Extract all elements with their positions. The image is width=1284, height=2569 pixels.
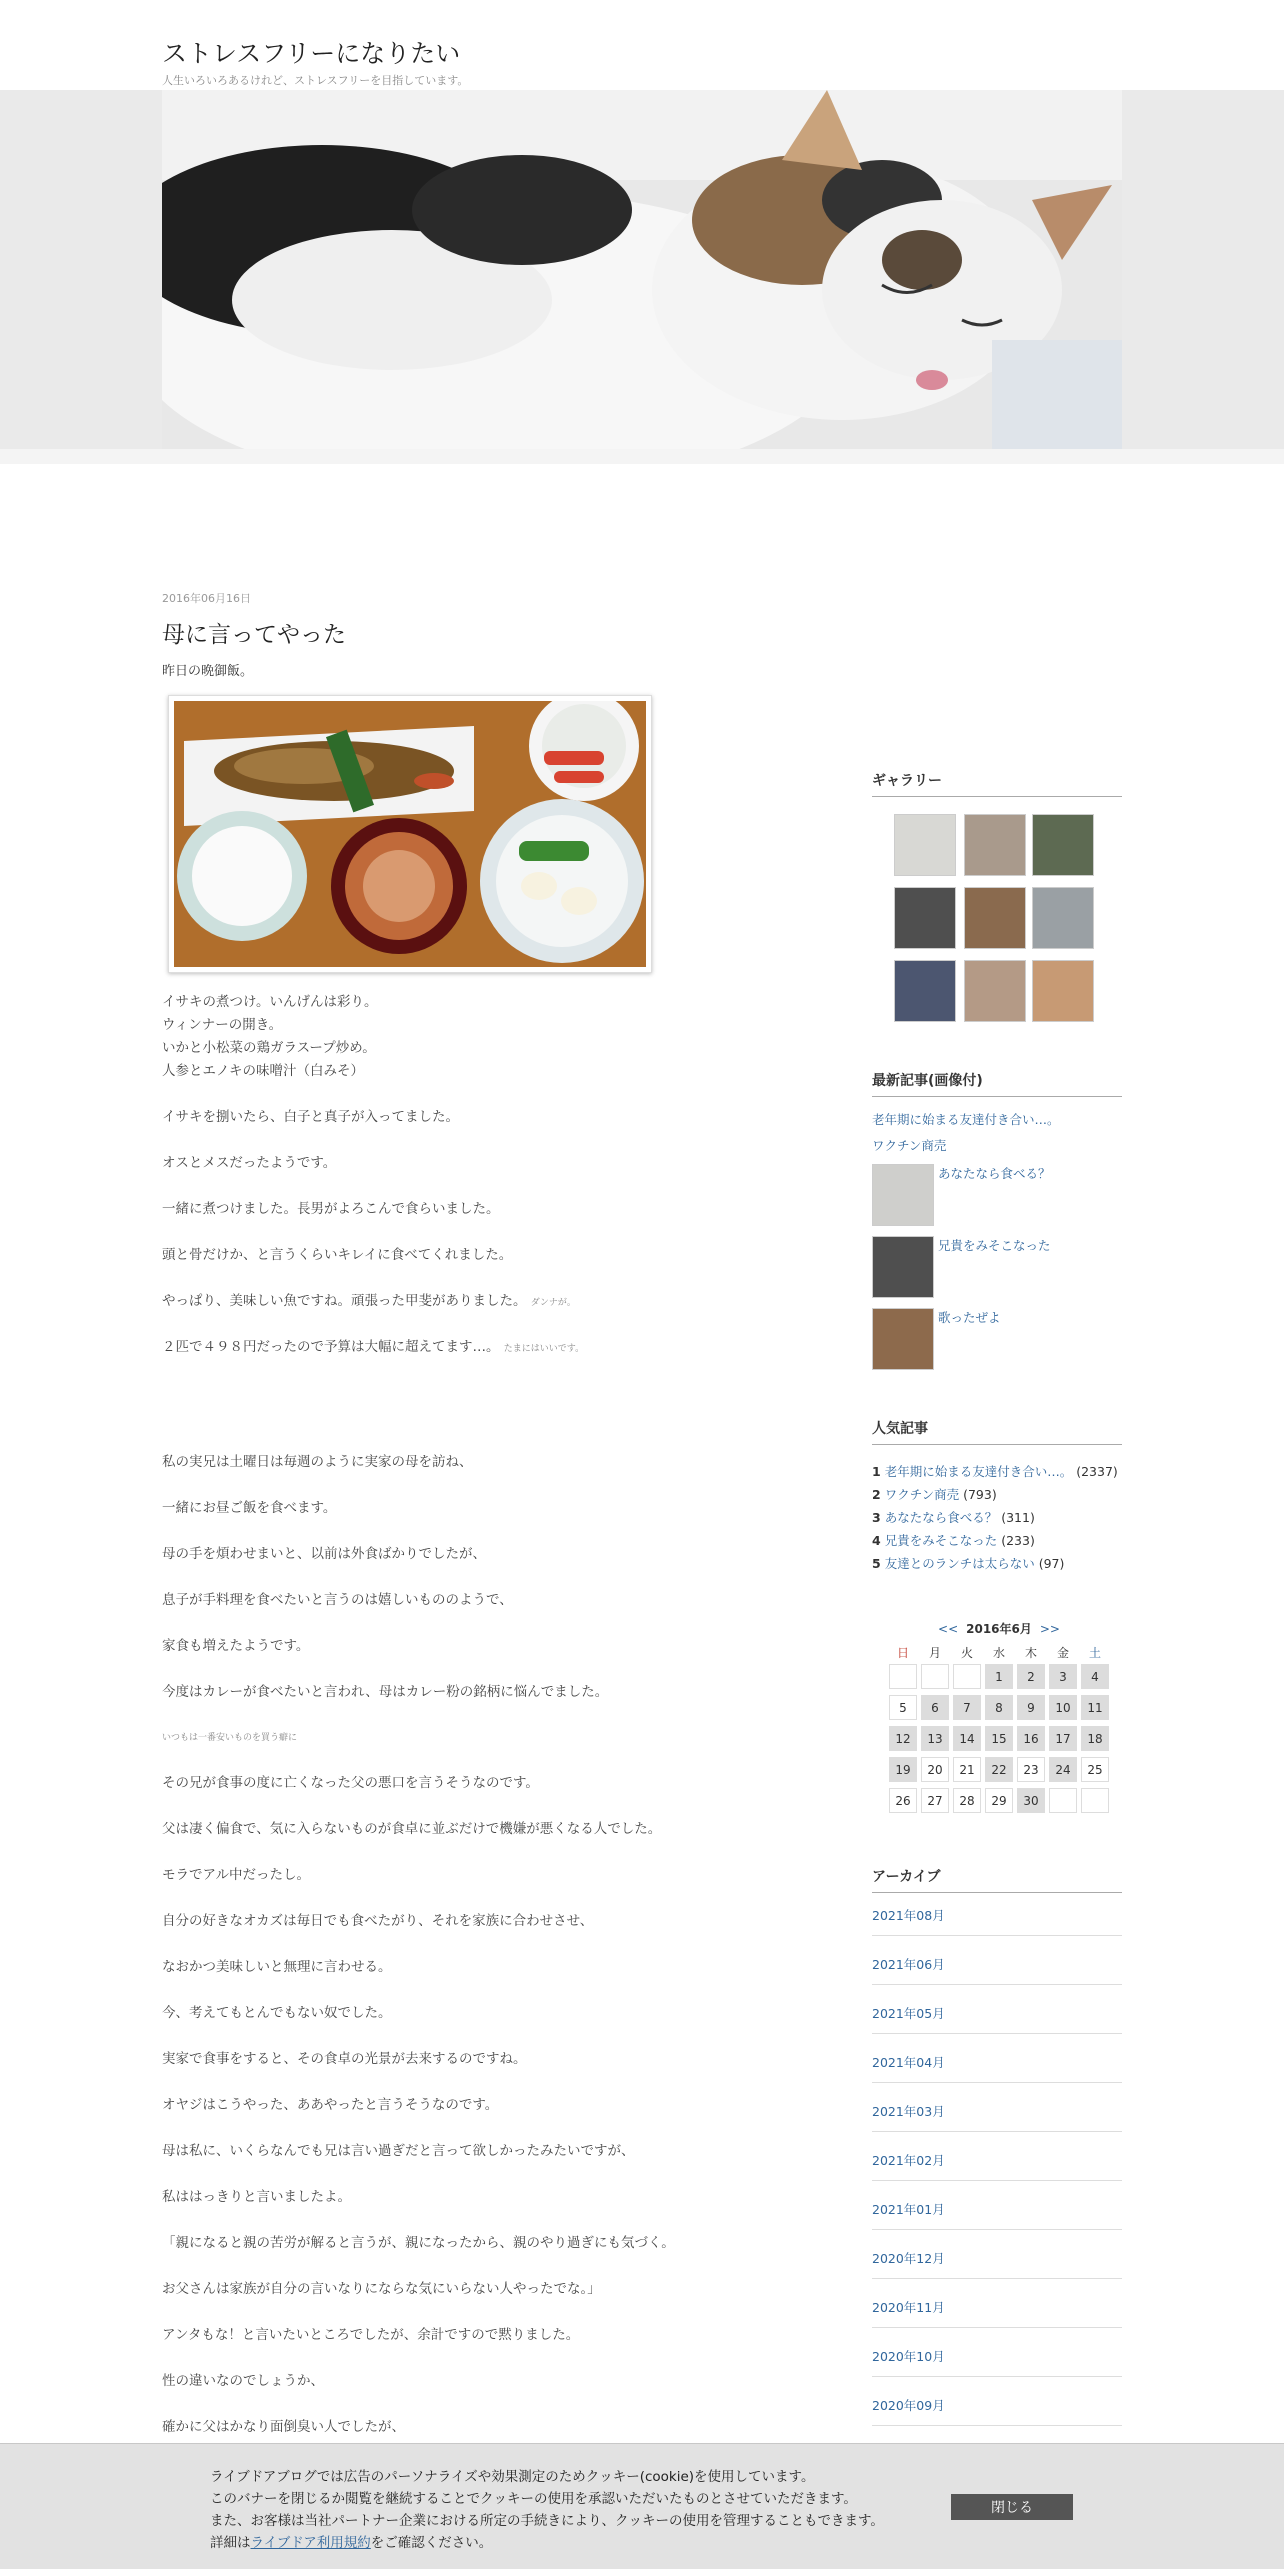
body-line: オヤジはこうやった、ああやったと言うそうなのです。 xyxy=(162,2097,499,2113)
calendar-empty-cell xyxy=(921,1664,949,1689)
recent-image-link[interactable]: あなたなら食べる？ xyxy=(938,1166,1051,1181)
calendar-weekday: 火 xyxy=(960,1646,973,1660)
calendar-day[interactable]: 7 xyxy=(953,1695,981,1720)
calendar-month: 2016年6月 xyxy=(966,1622,1032,1636)
archive-link[interactable]: 2020年11月 xyxy=(872,2298,1122,2328)
body-line: 息子が手料理を食べたいと言うのは嬉しいもののようで、 xyxy=(162,1592,513,1608)
calendar-day[interactable]: 11 xyxy=(1081,1695,1109,1720)
recent-thumb[interactable] xyxy=(872,1308,934,1370)
body-line: 「親になると親の苦労が解ると言うが、親になったから、親のやり過ぎにも気づく。 xyxy=(162,2235,675,2251)
body-small-note: いつもは一番安いものを買う癖に xyxy=(162,1733,298,1743)
popular-item xyxy=(872,1462,1118,1480)
gallery-thumb[interactable] xyxy=(894,814,956,876)
popular-count: (97) xyxy=(1038,1556,1065,1571)
body-line: モラでアル中だったし。 xyxy=(162,1867,310,1883)
calendar-day[interactable]: 2 xyxy=(1017,1664,1045,1689)
popular-link[interactable]: 兄貴をみそこなった xyxy=(884,1533,998,1548)
calendar-day[interactable]: 13 xyxy=(921,1726,949,1751)
cookie-line xyxy=(210,2532,884,2554)
calendar-day[interactable]: 4 xyxy=(1081,1664,1109,1689)
calendar-empty-cell xyxy=(1081,1788,1109,1813)
recent-image-link[interactable]: 兄貴をみそこなった xyxy=(938,1238,1051,1253)
popular-rank: 2 xyxy=(872,1487,881,1502)
cookie-line: また、お客様は当社パートナー企業における所定の手続きにより、クッキーの使用を管理することもできます。 xyxy=(210,2513,884,2529)
body-line: 母の手を煩わせまいと、以前は外食ばかりでしたが、 xyxy=(162,1546,486,1562)
calendar-day[interactable]: 12 xyxy=(889,1726,917,1751)
calendar-weekday: 木 xyxy=(1024,1646,1037,1660)
body-line: 私の実兄は土曜日は毎週のように実家の母を訪ね、 xyxy=(162,1454,473,1470)
calendar-day: 28 xyxy=(953,1788,981,1813)
article-paragraph-text: やっぱり、美味しい魚ですね。頑張った甲斐がありました。 xyxy=(162,1293,527,1309)
gallery-thumb[interactable] xyxy=(1032,960,1094,1022)
menu-line-2: ウィンナーの開き。 xyxy=(162,1017,283,1033)
calendar-day[interactable]: 8 xyxy=(985,1695,1013,1720)
archive-heading: アーカイブ xyxy=(872,1866,1122,1893)
popular-link[interactable]: ワクチン商売 xyxy=(884,1487,960,1502)
archive-link[interactable]: 2021年03月 xyxy=(872,2102,1122,2132)
calendar-day: 5 xyxy=(889,1695,917,1720)
calendar-day[interactable]: 24 xyxy=(1049,1757,1077,1782)
gallery-thumb[interactable] xyxy=(964,887,1026,949)
cookie-line-prefix: 詳細は xyxy=(210,2535,251,2551)
popular-item xyxy=(872,1508,1035,1526)
calendar-day[interactable]: 17 xyxy=(1049,1726,1077,1751)
recent-thumb[interactable] xyxy=(872,1164,934,1226)
calendar-prev-link[interactable]: << xyxy=(938,1622,959,1636)
gallery-thumb[interactable] xyxy=(1032,887,1094,949)
popular-rank: 4 xyxy=(872,1533,881,1548)
calendar-day[interactable]: 9 xyxy=(1017,1695,1045,1720)
calendar-day[interactable]: 19 xyxy=(889,1757,917,1782)
body-line: アンタもな！と言いたいところでしたが、余計ですので黙りました。 xyxy=(162,2327,580,2343)
body-line: 今、考えてもとんでもない奴でした。 xyxy=(162,2005,392,2021)
calendar-day[interactable]: 14 xyxy=(953,1726,981,1751)
body-line: 私ははっきりと言いましたよ。 xyxy=(162,2189,351,2205)
article-paragraph: イサキを捌いたら、白子と真子が入ってました。 xyxy=(162,1109,459,1125)
popular-heading: 人気記事 xyxy=(872,1418,1122,1445)
body-line: お父さんは家族が自分の言いなりにならな気にいらない人やったでな。」 xyxy=(162,2281,601,2297)
gallery-heading: ギャラリー xyxy=(872,770,1122,797)
calendar-day[interactable]: 30 xyxy=(1017,1788,1045,1813)
calendar-day[interactable]: 15 xyxy=(985,1726,1013,1751)
gallery-thumb[interactable] xyxy=(894,887,956,949)
menu-line-1: イサキの煮つけ。いんげんは彩り。 xyxy=(162,994,378,1010)
article xyxy=(162,590,862,2435)
body-line: 家食も増えたようです。 xyxy=(162,1638,310,1654)
body-line: その兄が食事の度に亡くなった父の悪口を言うそうなのです。 xyxy=(162,1775,539,1791)
calendar-weekday: 日 xyxy=(896,1646,909,1660)
body-line: 一緒にお昼ご飯を食べます。 xyxy=(162,1500,337,1516)
body-line: 自分の好きなオカズは毎日でも食べたがり、それを家族に合わせさせ、 xyxy=(162,1913,594,1929)
body-line: なおかつ美味しいと無理に言わせる。 xyxy=(162,1959,392,1975)
recent-link[interactable]: ワクチン商売 xyxy=(872,1138,947,1153)
popular-item xyxy=(872,1531,1035,1549)
body-line: 父は凄く偏食で、気に入らないものが食卓に並ぶだけで機嫌が悪くなる人でした。 xyxy=(162,1821,662,1837)
site-description: 人生いろいろあるけれど、ストレスフリーを目指しています。 xyxy=(162,74,469,87)
recent-heading: 最新記事(画像付) xyxy=(872,1070,1122,1097)
gallery-thumb[interactable] xyxy=(964,960,1026,1022)
archive-link[interactable]: 2021年02月 xyxy=(872,2151,1122,2181)
article-paragraph-text: ２匹で４９８円だったので予算は大幅に超えてます…。 xyxy=(162,1339,500,1355)
popular-link[interactable]: あなたなら食べる？ xyxy=(884,1510,998,1525)
calendar-day[interactable]: 16 xyxy=(1017,1726,1045,1751)
recent-link[interactable]: 老年期に始まる友達付き合い…。 xyxy=(872,1112,1060,1127)
article-date: 2016年06月16日 xyxy=(162,592,251,605)
article-paragraph: オスとメスだったようです。 xyxy=(162,1155,337,1171)
recent-image-link[interactable]: 歌ったぜよ xyxy=(938,1310,1001,1325)
cookie-line: ライブドアブログでは広告のパーソナライズや効果測定のためクッキー(cookie)を使用しています。 xyxy=(210,2469,815,2485)
calendar-day: 25 xyxy=(1081,1757,1109,1782)
calendar-day[interactable]: 10 xyxy=(1049,1695,1077,1720)
calendar-day: 29 xyxy=(985,1788,1013,1813)
recent-thumb[interactable] xyxy=(872,1236,934,1298)
calendar-weekday: 金 xyxy=(1056,1646,1069,1660)
calendar-day: 26 xyxy=(889,1788,917,1813)
popular-rank: 3 xyxy=(872,1510,881,1525)
site-title[interactable]: ストレスフリーになりたい xyxy=(162,39,461,68)
calendar-next-link[interactable]: >> xyxy=(1039,1622,1060,1636)
calendar-weekday: 水 xyxy=(992,1646,1005,1660)
archive-link[interactable]: 2021年06月 xyxy=(872,1955,1122,1985)
popular-item xyxy=(872,1485,997,1503)
calendar-empty-cell xyxy=(953,1664,981,1689)
body-line: 今度はカレーが食べたいと言われ、母はカレー粉の銘柄に悩んでました。 xyxy=(162,1684,609,1700)
article-paragraph: 頭と骨だけか、と言うくらいキレイに食べてくれました。 xyxy=(162,1247,513,1263)
calendar-weekday: 月 xyxy=(928,1646,941,1660)
menu-line-3: いかと小松菜の鶏ガラスープ炒め。 xyxy=(162,1040,376,1056)
terms-link[interactable]: ライブドア利用規約 xyxy=(250,2535,371,2551)
calendar-day: 21 xyxy=(953,1757,981,1782)
popular-link[interactable]: 友達とのランチは太らない xyxy=(884,1556,1035,1571)
popular-link[interactable]: 老年期に始まる友達付き合い…。 xyxy=(884,1464,1073,1479)
article-small-note: ダンナが。 xyxy=(530,1298,576,1308)
body-line: 確かに父はかなり面倒臭い人でしたが、 xyxy=(162,2419,405,2435)
body-line: 実家で食事をすると、その食卓の光景が去来するのですね。 xyxy=(162,2051,527,2067)
popular-count: (2337) xyxy=(1076,1464,1118,1479)
dinner-photo[interactable] xyxy=(168,695,652,973)
cookie-line: このバナーを閉じるか閲覧を継続することでクッキーの使用を承認いただいたものとさせていただきます。 xyxy=(210,2491,857,2507)
cookie-message xyxy=(210,2466,884,2554)
archive-link[interactable]: 2020年10月 xyxy=(872,2347,1122,2377)
calendar-day[interactable]: 6 xyxy=(921,1695,949,1720)
calendar-day: 27 xyxy=(921,1788,949,1813)
calendar-header xyxy=(889,1620,1109,1637)
cookie-line-suffix: をご確認ください。 xyxy=(370,2535,493,2551)
article-lead: 昨日の晩御飯。 xyxy=(162,664,254,679)
gallery-thumb[interactable] xyxy=(894,960,956,1022)
calendar-day: 20 xyxy=(921,1757,949,1782)
calendar-day[interactable]: 22 xyxy=(985,1757,1013,1782)
archive-link[interactable]: 2020年12月 xyxy=(872,2249,1122,2279)
archive-link[interactable]: 2020年09月 xyxy=(872,2396,1122,2426)
calendar-day: 23 xyxy=(1017,1757,1045,1782)
article-title[interactable]: 母に言ってやった xyxy=(162,622,346,648)
archive-link[interactable]: 2021年08月 xyxy=(872,1906,1122,1936)
archive-link[interactable]: 2021年01月 xyxy=(872,2200,1122,2230)
calendar-day[interactable]: 3 xyxy=(1049,1664,1077,1689)
article-paragraph: 一緒に煮つけました。長男がよろこんで食らいました。 xyxy=(162,1201,500,1217)
menu-line-4: 人参とエノキの味噌汁（白みそ） xyxy=(162,1063,364,1079)
cookie-close-button[interactable]: 閉じる xyxy=(951,2494,1073,2520)
archive-link[interactable]: 2021年04月 xyxy=(872,2053,1122,2083)
header-cat-image[interactable] xyxy=(162,90,1122,449)
calendar-empty-cell xyxy=(1049,1788,1077,1813)
gallery-thumb[interactable] xyxy=(964,814,1026,876)
popular-item xyxy=(872,1554,1064,1572)
popular-count: (311) xyxy=(1001,1510,1035,1525)
popular-count: (793) xyxy=(963,1487,997,1502)
article-paragraph xyxy=(162,1335,584,1355)
cookie-consent-bar xyxy=(0,2443,1284,2569)
site-header xyxy=(0,0,1284,90)
calendar-day[interactable]: 1 xyxy=(985,1664,1013,1689)
calendar-empty-cell xyxy=(889,1664,917,1689)
article-small-note: たまにはいいです。 xyxy=(503,1344,585,1354)
article-paragraph xyxy=(162,1289,576,1309)
calendar-weekday: 土 xyxy=(1088,1646,1101,1660)
calendar-day[interactable]: 18 xyxy=(1081,1726,1109,1751)
body-line: 母は私に、いくらなんでも兄は言い過ぎだと言って欲しかったみたいですが、 xyxy=(162,2143,635,2159)
popular-rank: 1 xyxy=(872,1464,881,1479)
popular-count: (233) xyxy=(1001,1533,1035,1548)
archive-link[interactable]: 2021年05月 xyxy=(872,2004,1122,2034)
popular-rank: 5 xyxy=(872,1556,881,1571)
gallery-thumb[interactable] xyxy=(1032,814,1094,876)
body-line: 性の違いなのでしょうか、 xyxy=(162,2373,324,2389)
